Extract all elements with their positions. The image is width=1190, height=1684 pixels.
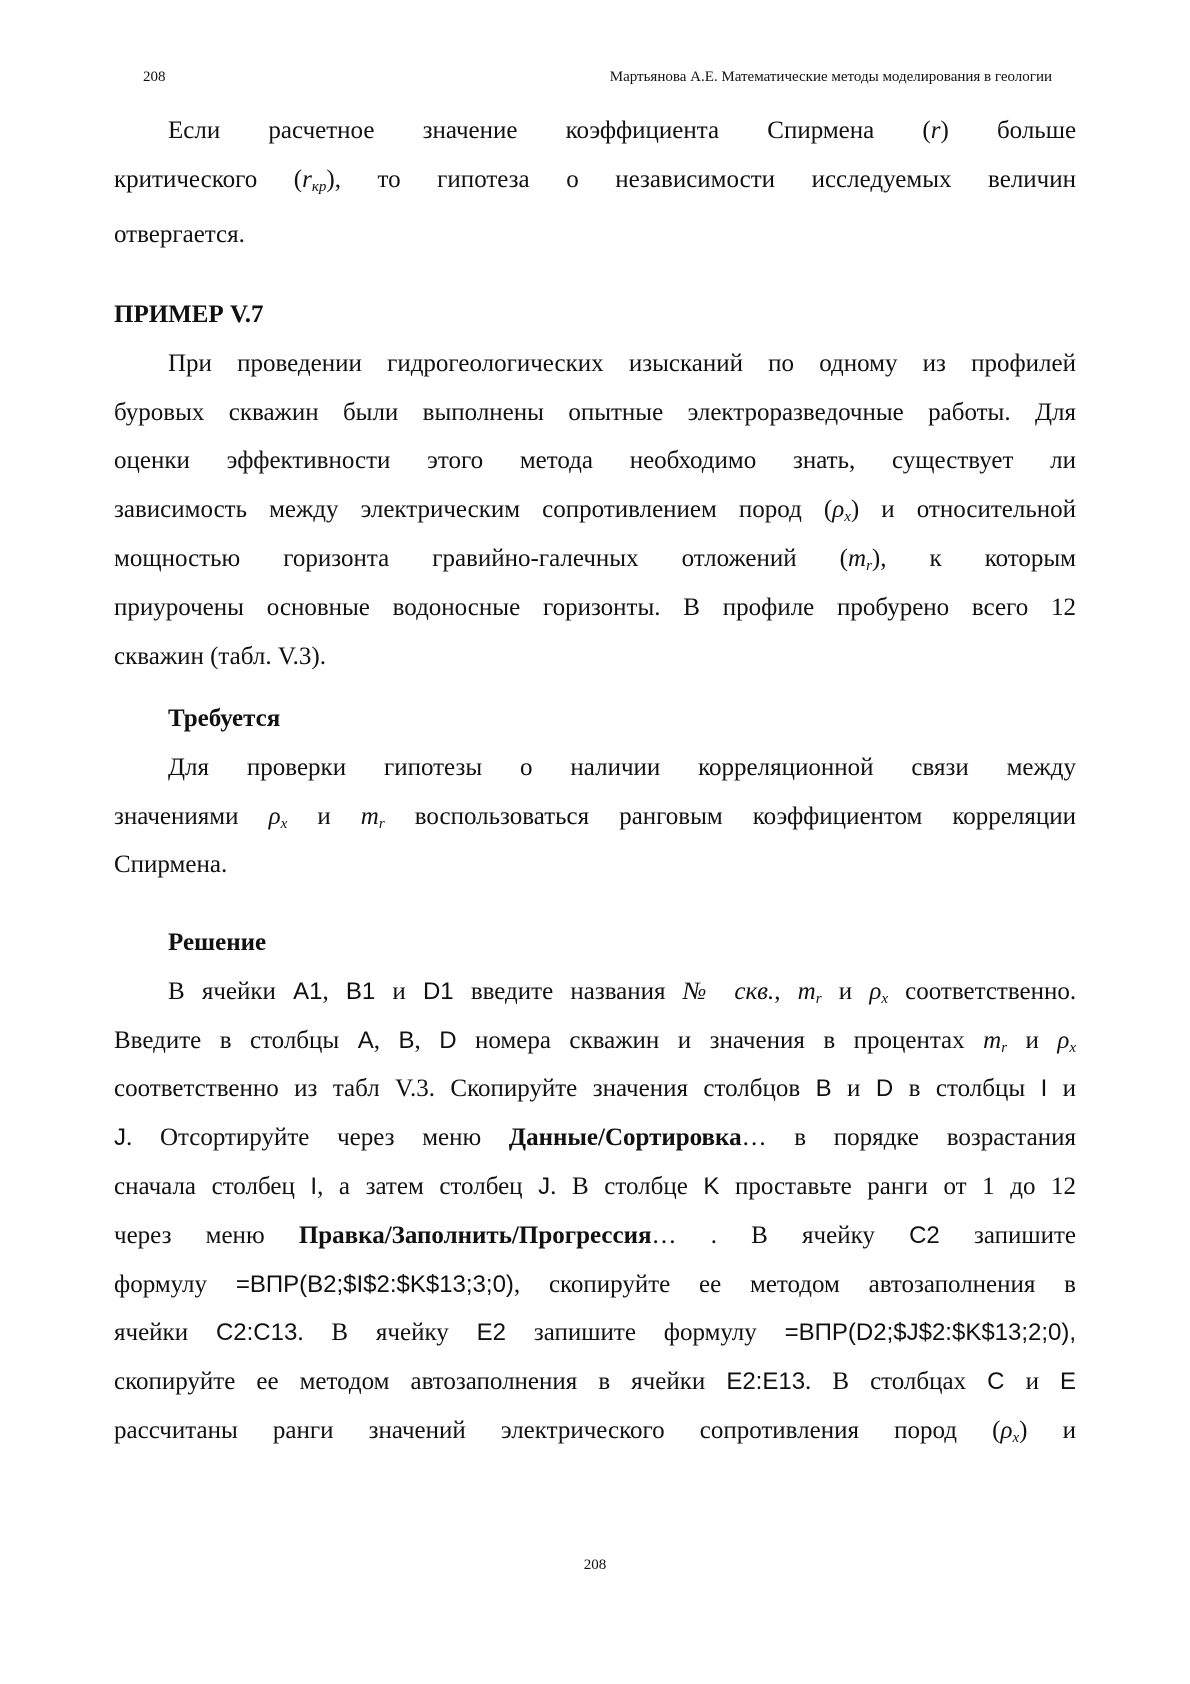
solution-line-3: соответственно из табл V.3. Скопируйте значения столбцов B и D в столбцы I и bbox=[114, 1075, 1077, 1103]
solution-line-10: рассчитаны ранги значений электрического сопротивления пород $(\rho_x)$ и bbox=[114, 1416, 1076, 1446]
required-line-3: Спирмена. bbox=[114, 851, 228, 879]
intro-paragraph bbox=[114, 107, 1076, 259]
solution-heading: Решение bbox=[168, 929, 267, 956]
solution-line-4: J. Отсортируйте через меню Данные/Сортировка… в порядке возрастания bbox=[114, 1124, 1076, 1152]
solution-line-6: через меню Правка/Заполнить/Прогрессия… . В ячейку C2 запишите bbox=[114, 1221, 1077, 1249]
example-line-1: При проведении гидрогеологических изысканий по одному из профилей bbox=[168, 349, 1076, 377]
example-line-6: приурочены основные водоносные горизонты. В профиле пробурено всего 12 bbox=[114, 593, 1076, 621]
required-heading: Требуется bbox=[168, 705, 281, 732]
solution-line-8: ячейки C2:C13. В ячейку E2 запишите формулу =ВПР(D2;$J$2:$K$13;2;0), bbox=[114, 1319, 1077, 1347]
example-line-4: зависимость между электрическим сопротивлением пород $(\rho_x)$ и относительной bbox=[114, 496, 1076, 526]
example-line-2: буровых скважин были выполнены опытные электроразведочные работы. Для bbox=[114, 398, 1076, 426]
intro-line-3: отвергается. bbox=[114, 220, 245, 248]
solution-line-1: В ячейки A1, B1 и D1 введите названия № скв., $m_r$ и $\rho_x$ соответственно. bbox=[168, 977, 1077, 1007]
intro-line-1: Если расчетное значение коэффициента Спирмена (r) больше bbox=[168, 117, 1077, 144]
example-line-3: оценки эффективности этого метода необходимо знать, существует ли bbox=[114, 447, 1076, 475]
example-line-5: мощностью горизонта гравийно-галечных отложений $(m_r)$, к которым bbox=[114, 544, 1076, 574]
example-line-7: скважин (табл. V.3). bbox=[114, 642, 326, 670]
example-section bbox=[114, 291, 1076, 681]
solution-section bbox=[114, 919, 1076, 1456]
solution-line-5: сначала столбец I, а затем столбец J. В столбце K проставьте ранги от 1 до 12 bbox=[114, 1172, 1077, 1200]
required-line-1: Для проверки гипотезы о наличии корреляционной связи между bbox=[168, 753, 1076, 781]
required-line-2: значениями $\rho_x$ и $m_r$ воспользоваться ранговым коэффициентом корреляции bbox=[114, 802, 1077, 832]
example-heading: ПРИМЕР V.7 bbox=[114, 301, 264, 328]
header-page-number: 208 bbox=[143, 69, 166, 85]
intro-line-2: критического $(r_{кр})$, то гипотеза о независимости исследуемых величин bbox=[114, 165, 1077, 195]
solution-line-7: формулу =ВПР(B2;$I$2:$K$13;3;0), скопируйте ее методом автозаполнения в bbox=[114, 1270, 1076, 1298]
solution-line-9: скопируйте ее методом автозаполнения в ячейки E2:E13. В столбцах C и E bbox=[114, 1368, 1077, 1396]
footer-page-number: 208 bbox=[583, 1557, 607, 1573]
required-section bbox=[114, 695, 1076, 890]
header-title: Мартьянова А.Е. Математические методы моделирования в геологии bbox=[609, 69, 1052, 85]
solution-line-2: Введите в столбцы A, B, D номера скважин и значения в процентах $m_r$ и $\rho_x$ bbox=[114, 1026, 1077, 1056]
